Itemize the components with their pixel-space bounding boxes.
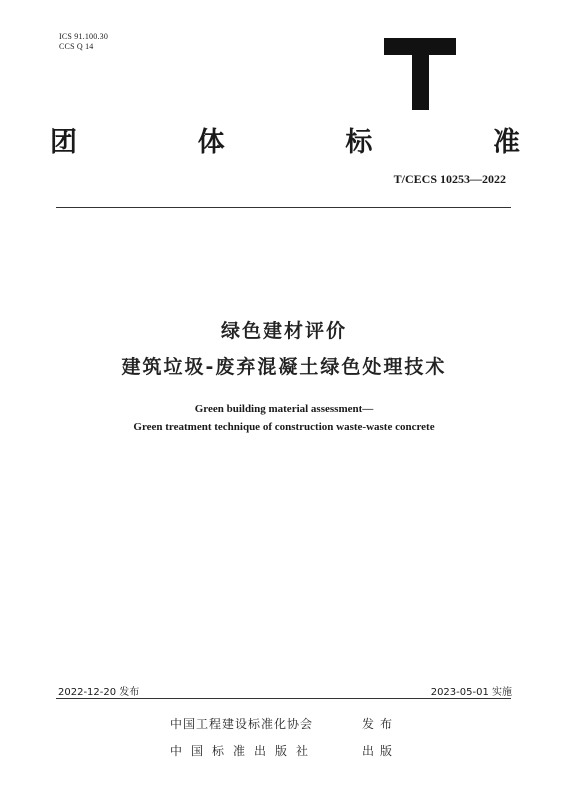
- standard-type-char: 准: [492, 127, 520, 158]
- classification-codes: [59, 32, 108, 52]
- standard-category-mark: [384, 26, 456, 108]
- press-action: 出版: [362, 744, 399, 758]
- standard-type-heading: [50, 120, 520, 156]
- top-divider: [56, 207, 511, 208]
- publishing-press: 中国标准出版社: [170, 744, 318, 758]
- ics-code: ICS 91.100.30: [59, 32, 109, 41]
- chinese-title-line-2: 建筑垃圾-废弃混凝土绿色处理技术: [121, 356, 447, 378]
- implementation-date: 2023-05-01 实施: [430, 687, 512, 698]
- chinese-title-line-1: 绿色建材评价: [220, 320, 347, 342]
- standard-type-char: 团: [50, 127, 77, 158]
- bottom-divider: [56, 698, 511, 699]
- english-title-line-1: Green building material assessment—: [194, 403, 374, 415]
- standard-type-char: 体: [197, 127, 225, 158]
- standard-code: T/CECS 10253—2022: [393, 172, 506, 186]
- english-title-line-2: Green treatment technique of construction waste-waste concrete: [133, 421, 435, 433]
- issue-date: 2022-12-20 发布: [58, 687, 140, 698]
- issuing-organization: 中国工程建设标准化协会: [170, 717, 314, 731]
- issuer-action: 发布: [362, 717, 399, 731]
- ccs-code: CCS Q 14: [59, 42, 94, 51]
- standard-type-char: 标: [345, 127, 373, 158]
